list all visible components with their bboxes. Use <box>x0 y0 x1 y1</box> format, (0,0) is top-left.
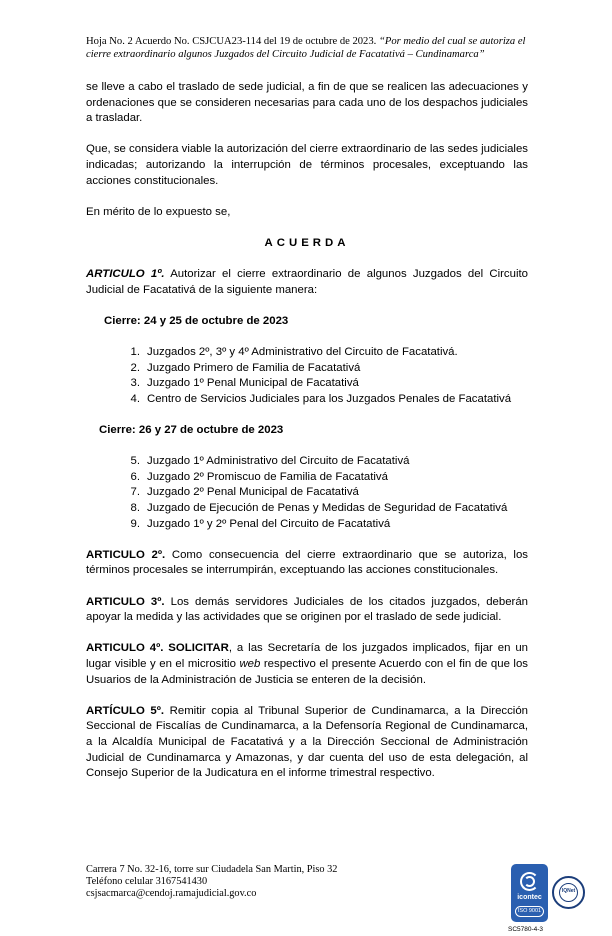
certificate-code: SC5780-4-3 <box>508 926 544 933</box>
closure-group-2-title: Cierre: 26 y 27 de octubre de 2023 <box>99 424 284 437</box>
acuerda-title: ACUERDA <box>264 236 350 249</box>
icontec-brand: icontec <box>517 894 542 901</box>
list-item: 6. Juzgado 2º Promiscuo de Familia de Facatativá <box>130 470 388 483</box>
footer-phone: Teléfono celular 3167541430 <box>86 875 208 887</box>
footer-email: csjsacmarca@cendoj.ramajudicial.gov.co <box>86 887 257 899</box>
closure-group-1-list <box>86 345 528 407</box>
article-5 <box>86 704 528 782</box>
article-5-label: ARTÍCULO 5º. <box>86 704 165 717</box>
article-1-text: Autorizar el cierre extraordinario de algunos Juzgados del Circuito Judicial de Facatativá de la siguiente manera: <box>86 268 528 296</box>
article-4-text: , a las Secretaría de los juzgados implicados, fijar en un lugar visible y en el micrositio <box>86 642 528 670</box>
header-title: “Por medio del cual se autoriza el cierre extraordinario algunos Juzgados del Circuito Judicial de Facatativá – Cundinamarca” <box>86 36 526 60</box>
iso-badge: ISO 9001 <box>515 906 544 917</box>
header-reference: Hoja No. 2 Acuerdo No. CSJCUA23-114 del 19 de octubre de 2023. <box>86 36 379 47</box>
list-item: 5. Juzgado 1º Administrativo del Circuito de Facatativá <box>130 455 410 468</box>
article-1-label: ARTICULO 1º. <box>86 268 165 281</box>
list-item: 1. Juzgados 2º, 3º y 4º Administrativo del Circuito de Facatativá. <box>130 346 458 359</box>
list-item: 2. Juzgado Primero de Familia de Facatativá <box>130 361 361 374</box>
document-body <box>86 80 528 782</box>
iqnet-logo <box>552 876 585 909</box>
article-4-label: ARTICULO 4º. SOLICITAR <box>86 642 229 655</box>
icontec-logo <box>511 864 548 922</box>
list-item: 4. Centro de Servicios Judiciales para los Juzgados Penales de Facatativá <box>130 392 512 405</box>
article-1 <box>86 267 528 298</box>
paragraph-merito: En mérito de lo expuesto se, <box>86 205 231 218</box>
article-2-text: Como consecuencia del cierre extraordinario que se autoriza, los términos procesales se interrumpirán, exceptuando las acciones constitucionales. <box>86 548 528 577</box>
article-5-text: Remitir copia al Tribunal Superior de Cundinamarca, a la Dirección Seccional de Fiscalías de Cundinamarca, a la Defensoría Regional de Cundinamarca, a la Alcaldía Municipal de Facatativá y a la Dirección Seccional de Administración Judicial de Cundinamarca y Amazonas, y dar cuenta del uso de esta delegación, al Consejo Superior de la Judicatura en el informe trimestral respectivo. <box>86 704 529 780</box>
article-3 <box>86 595 528 626</box>
list-item: 3. Juzgado 1º Penal Municipal de Facatativá <box>130 377 359 390</box>
list-item: 8. Juzgado de Ejecución de Penas y Medidas de Seguridad de Facatativá <box>130 502 508 515</box>
closure-group-1-title: Cierre: 24 y 25 de octubre de 2023 <box>104 314 289 327</box>
iqnet-label: IQNet <box>561 888 576 894</box>
list-item: 7. Juzgado 2º Penal Municipal de Facatativá <box>130 486 359 499</box>
article-3-label: ARTICULO 3º. <box>86 595 165 608</box>
closure-group-2-list <box>86 454 528 532</box>
list-item: 9. Juzgado 1º y 2º Penal del Circuito de Facatativá <box>130 517 391 530</box>
page-header <box>86 35 530 61</box>
footer-address: Carrera 7 No. 32-16, torre sur Ciudadela San Martin, Piso 32 <box>86 864 338 875</box>
page-footer <box>86 864 406 899</box>
article-4-text-end: respectivo el presente Acuerdo con el fin de que los Usuarios de la Administración de Justicia se enteren de la decisión. <box>86 657 528 686</box>
paragraph-viabilidad: Que, se considera viable la autorización del cierre extraordinario de las sedes judiciales indicadas; autorizando la interrupción de términos procesales, exceptuando las acciones constitucionales. <box>86 143 528 187</box>
article-2-label: ARTICULO 2º. <box>86 548 166 561</box>
article-4-web: web <box>239 657 261 670</box>
paragraph-traslado: se lleve a cabo el traslado de sede judicial, a fin de que se realicen las adecuaciones y ordenaciones que se consideren necesarias para cada uno de los despachos judiciales a trasladar. <box>86 81 528 125</box>
article-2 <box>86 548 528 579</box>
article-3-text: Los demás servidores Judiciales de los citados juzgados, deberán apoyar la medida y las actividades que se originen por el traslado de sede judicial. <box>86 595 529 624</box>
article-4 <box>86 641 528 688</box>
